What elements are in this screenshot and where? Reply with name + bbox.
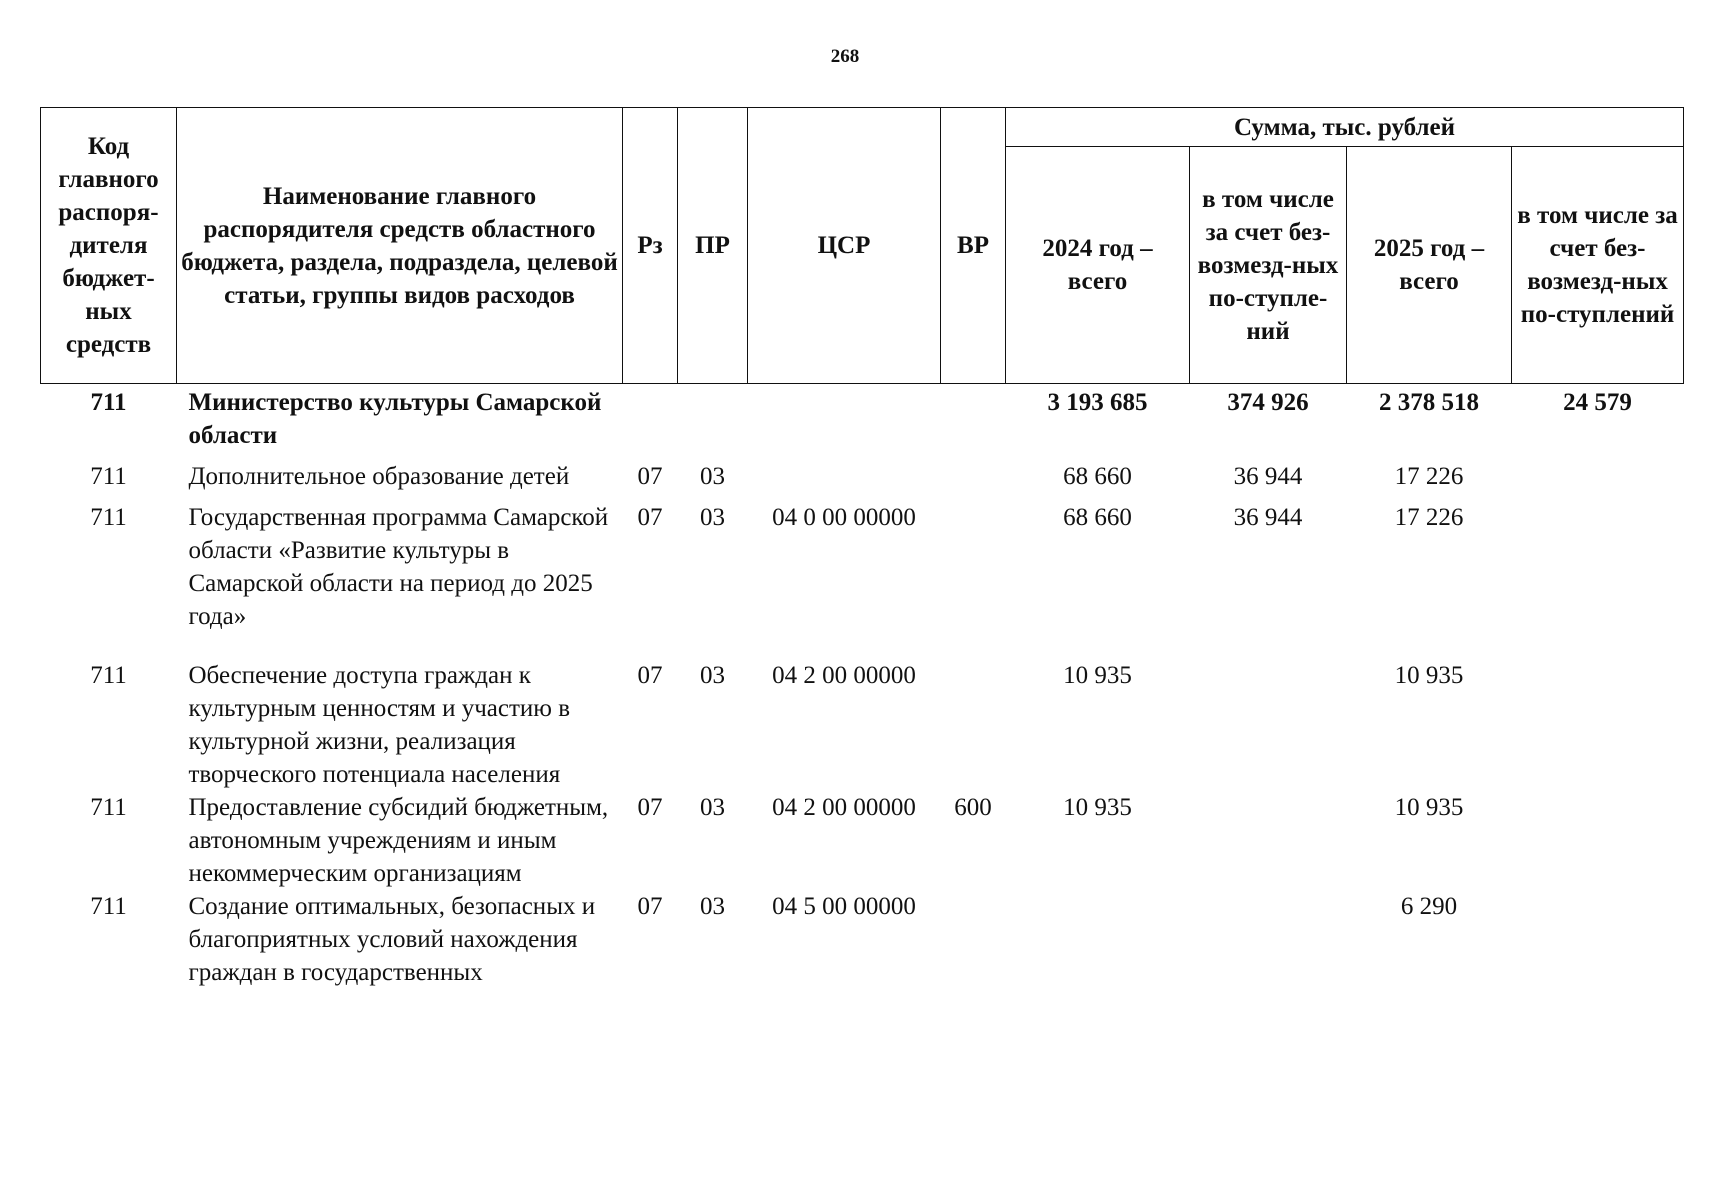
- cell-pr: [678, 384, 748, 461]
- cell-rz: 07: [637, 463, 663, 490]
- table-row: [41, 384, 1684, 461]
- cell-csr: 04 0 00 00000: [772, 504, 916, 531]
- cell-2024-total: 10 935: [1063, 662, 1132, 689]
- cell-code: 711: [90, 463, 127, 490]
- cell-2025-total: 6 290: [1400, 893, 1458, 920]
- cell-2025-total: 17 226: [1394, 463, 1464, 490]
- cell-name: Предоставление субсидий бюджетным, автономным учреждениям и иным некоммерческим организациям: [188, 794, 609, 887]
- cell-code: 711: [90, 389, 127, 416]
- cell-pr: 03: [700, 893, 725, 920]
- cell-name: Обеспечение доступа граждан к культурным ценностям и участию в культурной жизни, реализация творческого потенциала населения: [188, 662, 571, 788]
- cell-code: 711: [90, 504, 127, 531]
- cell-rz: 07: [637, 662, 663, 689]
- cell-name: Государственная программа Самарской области «Развитие культуры в Самарской области на период до 2025 года»: [188, 504, 609, 630]
- cell-pr: 03: [700, 463, 725, 490]
- cell-code: 711: [90, 794, 127, 821]
- cell-name: Создание оптимальных, безопасных и благоприятных условий нахождения граждан в государственных: [188, 893, 596, 986]
- cell-2024-grants: 36 944: [1233, 463, 1303, 490]
- cell-2024-grants: 36 944: [1233, 504, 1303, 531]
- cell-code: 711: [90, 893, 127, 920]
- cell-rz: [623, 384, 678, 461]
- cell-csr: 04 2 00 00000: [772, 662, 916, 689]
- header-sum: Сумма, тыс. рублей: [1006, 108, 1684, 147]
- table-row: [41, 501, 1684, 659]
- cell-2024-total: 68 660: [1063, 463, 1132, 490]
- cell-csr: 04 5 00 00000: [772, 893, 916, 920]
- cell-2025-grants: [1512, 791, 1684, 890]
- cell-rz: 07: [637, 504, 663, 531]
- header-vr: ВР: [941, 108, 1006, 384]
- page-number: 268: [830, 46, 860, 67]
- cell-2025-total: 10 935: [1394, 794, 1464, 821]
- cell-2025-total: 17 226: [1394, 504, 1464, 531]
- cell-vr: [941, 659, 1006, 791]
- table-row: [41, 460, 1684, 501]
- cell-code: 711: [90, 662, 127, 689]
- header-2025-grants: в том числе за счет без-возмезд-ных по-ступлений: [1512, 147, 1684, 384]
- header-name: Наименование главного распорядителя средств областного бюджета, раздела, подраздела, целевой статьи, группы видов расходов: [177, 108, 623, 384]
- cell-vr: [941, 384, 1006, 461]
- header-2024-grants: в том числе за счет без-возмезд-ных по-ступле-ний: [1190, 147, 1347, 384]
- header-code: Код главного распоря-дителя бюджет-ных средств: [41, 108, 177, 384]
- cell-vr: [941, 501, 1006, 659]
- table-row: [41, 659, 1684, 791]
- header-row: [41, 108, 1684, 147]
- cell-2024-grants: [1190, 890, 1347, 989]
- cell-2025-grants: [1512, 460, 1684, 501]
- cell-name: Министерство культуры Самарской области: [188, 389, 602, 449]
- header-2024-total: 2024 год – всего: [1006, 147, 1190, 384]
- cell-pr: 03: [700, 662, 725, 689]
- cell-2024-total: 3 193 685: [1047, 389, 1148, 416]
- cell-2024-grants: 374 926: [1227, 389, 1309, 416]
- cell-2025-total: 10 935: [1394, 662, 1464, 689]
- budget-table: [40, 107, 1684, 989]
- cell-2025-grants: [1512, 501, 1684, 659]
- cell-2025-grants: 24 579: [1563, 389, 1632, 416]
- cell-rz: 07: [637, 893, 663, 920]
- cell-vr: [941, 890, 1006, 989]
- cell-name: Дополнительное образование детей: [188, 463, 570, 490]
- cell-2025-grants: [1512, 890, 1684, 989]
- header-pr: ПР: [678, 108, 748, 384]
- cell-2025-total: 2 378 518: [1379, 389, 1479, 416]
- cell-csr: [748, 384, 941, 461]
- cell-csr: [748, 460, 941, 501]
- table-row: [41, 791, 1684, 890]
- cell-vr: [941, 460, 1006, 501]
- header-rz: Рз: [623, 108, 678, 384]
- cell-pr: 03: [700, 794, 725, 821]
- cell-pr: 03: [700, 504, 725, 531]
- cell-2025-grants: [1512, 659, 1684, 791]
- cell-2024-total: [1006, 890, 1190, 989]
- header-2025-total: 2025 год – всего: [1347, 147, 1512, 384]
- cell-vr: 600: [954, 794, 992, 821]
- cell-csr: 04 2 00 00000: [772, 794, 916, 821]
- cell-rz: 07: [637, 794, 663, 821]
- cell-2024-total: 68 660: [1063, 504, 1132, 531]
- cell-2024-grants: [1190, 659, 1347, 791]
- cell-2024-total: 10 935: [1063, 794, 1132, 821]
- header-csr: ЦСР: [748, 108, 941, 384]
- table-row: [41, 890, 1684, 989]
- cell-2024-grants: [1190, 791, 1347, 890]
